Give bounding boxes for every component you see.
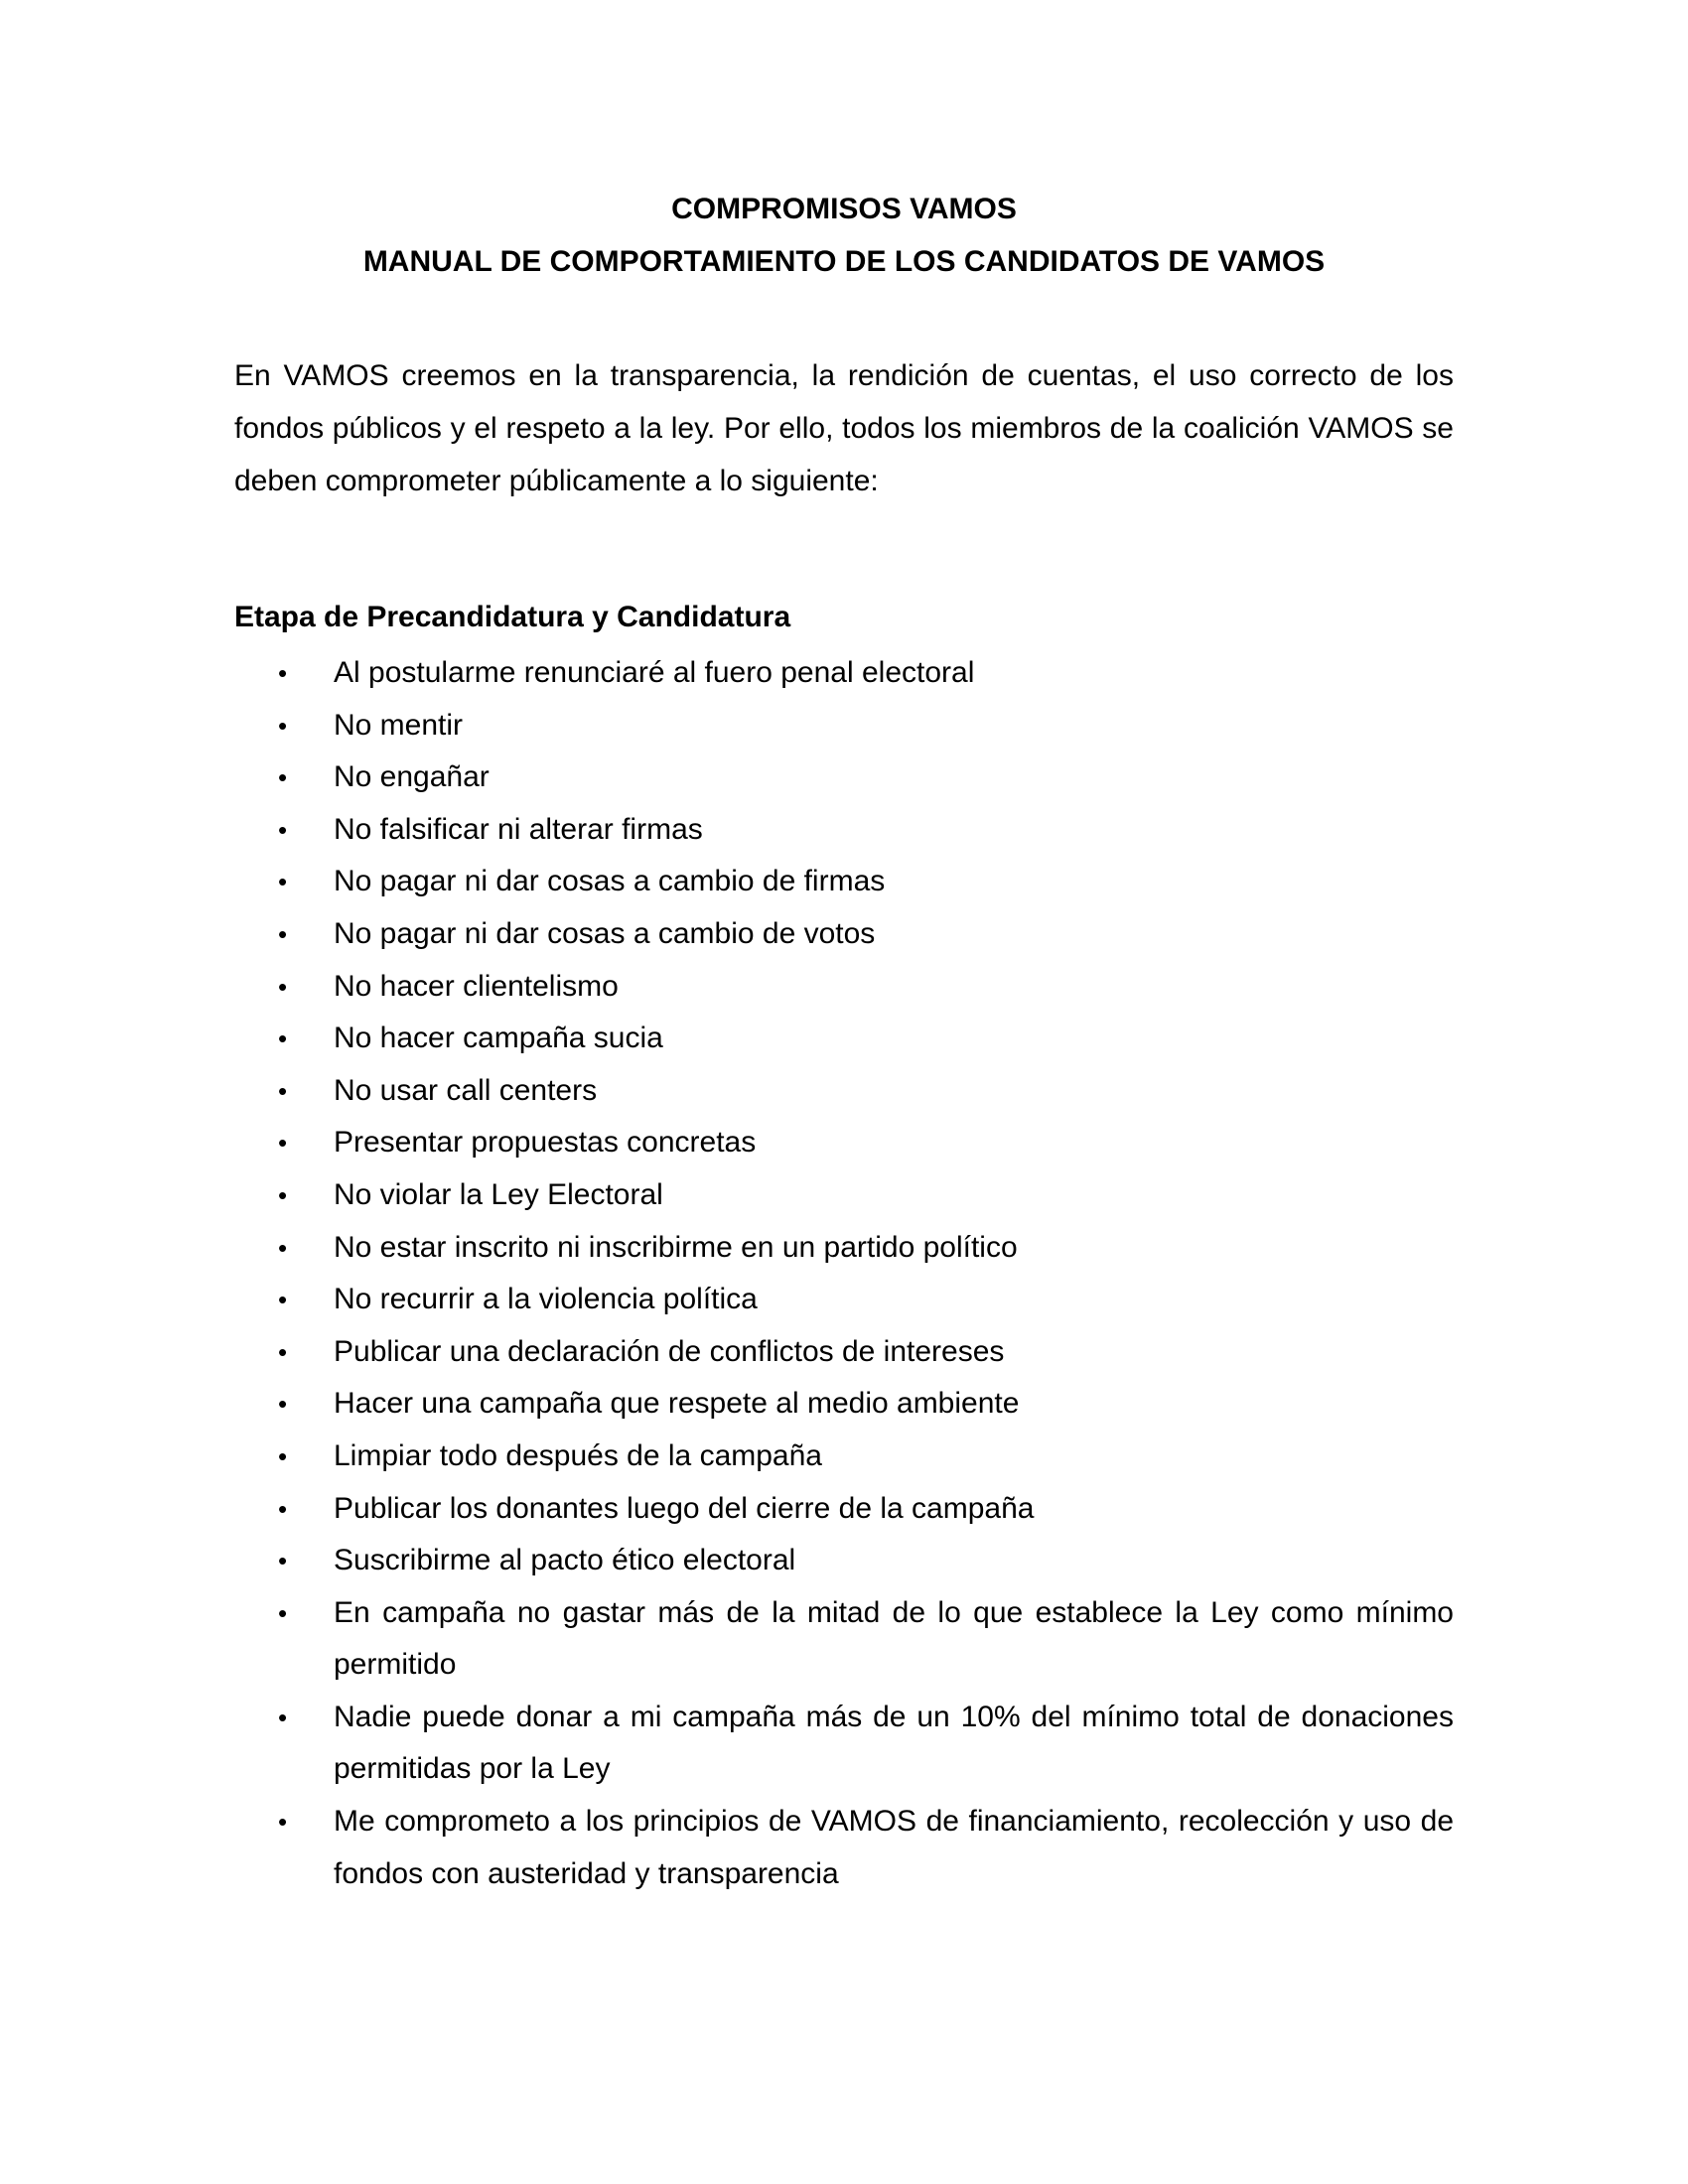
list-item [234,1378,1454,1431]
list-item-text: Publicar una declaración de conflictos de intereses [334,1334,1005,1368]
document-subtitle: MANUAL DE COMPORTAMIENTO DE LOS CANDIDATOS DE VAMOS [362,245,1326,278]
bullet-icon: • [278,658,288,688]
list-item [234,1483,1454,1536]
bullet-icon: • [278,1336,288,1367]
list-item-text: No usar call centers [334,1073,598,1107]
intro-paragraph: En VAMOS creemos en la transparencia, la rendición de cuentas, el uso correcto de los fondos públicos y el respeto a la ley. Por ello, todos los miembros de la coalición VAMOS se deben comprometer públicamente a lo siguiente: [234,359,1454,497]
commitments-list [234,647,1454,1900]
list-item-text: Me comprometo a los principios de VAMOS de financiamiento, recolección y uso de fondos con austeridad y transparencia [334,1805,1454,1890]
list-item-text: Al postularme renunciaré al fuero penal electoral [334,656,975,689]
list-item-text: Publicar los donantes luego del cierre de la campaña [334,1491,1035,1525]
list-item [234,1692,1454,1796]
bullet-icon: • [278,971,288,1002]
list-item-text: No recurrir a la violencia política [334,1283,758,1316]
list-item [234,1796,1454,1900]
list-item-text: En campaña no gastar más de la mitad de lo que establece la Ley como mínimo permitido [334,1595,1454,1682]
bullet-icon: • [278,1075,288,1106]
bullet-icon: • [278,1128,288,1159]
list-item-text: No hacer clientelismo [334,969,619,1003]
bullet-icon: • [278,1024,288,1054]
bullet-icon: • [278,867,288,897]
list-item [234,856,1454,908]
bullet-icon: • [278,1232,288,1263]
list-item-text: Limpiar todo después de la campaña [334,1438,822,1472]
list-item-text: No hacer campaña sucia [334,1022,663,1055]
list-item [234,1065,1454,1118]
bullet-icon: • [278,1807,288,1838]
list-item-text: Presentar propuestas concretas [334,1126,757,1160]
bullet-icon: • [278,1179,288,1210]
list-item-text: No falsificar ni alterar firmas [334,812,703,846]
list-item [234,804,1454,857]
bullet-icon: • [278,1597,288,1628]
list-item [234,1326,1454,1379]
list-item [234,961,1454,1014]
list-item [234,1274,1454,1326]
list-item [234,700,1454,752]
list-item [234,1535,1454,1587]
document-title: COMPROMISOS VAMOS [671,193,1017,225]
list-item-text: Nadie puede donar a mi campaña más de un 10% del mínimo total de donaciones permitidas por la Ley [334,1700,1454,1786]
list-item [234,751,1454,804]
list-item [234,1013,1454,1065]
list-item [234,647,1454,700]
list-item-text: Suscribirme al pacto ético electoral [334,1544,796,1577]
list-item-text: No pagar ni dar cosas a cambio de votos [334,916,876,950]
bullet-icon: • [278,1702,288,1732]
list-item [234,1587,1454,1692]
bullet-icon: • [278,1389,288,1420]
list-item-text: No estar inscrito ni inscribirme en un partido político [334,1230,1018,1264]
list-item [234,1117,1454,1169]
bullet-icon: • [278,1440,288,1471]
list-item-text: No violar la Ley Electoral [334,1177,663,1211]
bullet-icon: • [278,710,288,741]
list-item-text: No pagar ni dar cosas a cambio de firmas [334,865,886,898]
bullet-icon: • [278,1493,288,1524]
bullet-icon: • [278,762,288,793]
bullet-icon: • [278,814,288,845]
list-item [234,1222,1454,1275]
list-item-text: No mentir [334,708,464,742]
bullet-icon: • [278,1546,288,1576]
bullet-icon: • [278,918,288,949]
section-heading: Etapa de Precandidatura y Candidatura [234,601,791,633]
list-item-text: Hacer una campaña que respete al medio ambiente [334,1387,1020,1421]
list-item-text: No engañar [334,760,490,794]
list-item [234,908,1454,961]
list-item [234,1169,1454,1222]
bullet-icon: • [278,1285,288,1315]
list-item [234,1431,1454,1483]
